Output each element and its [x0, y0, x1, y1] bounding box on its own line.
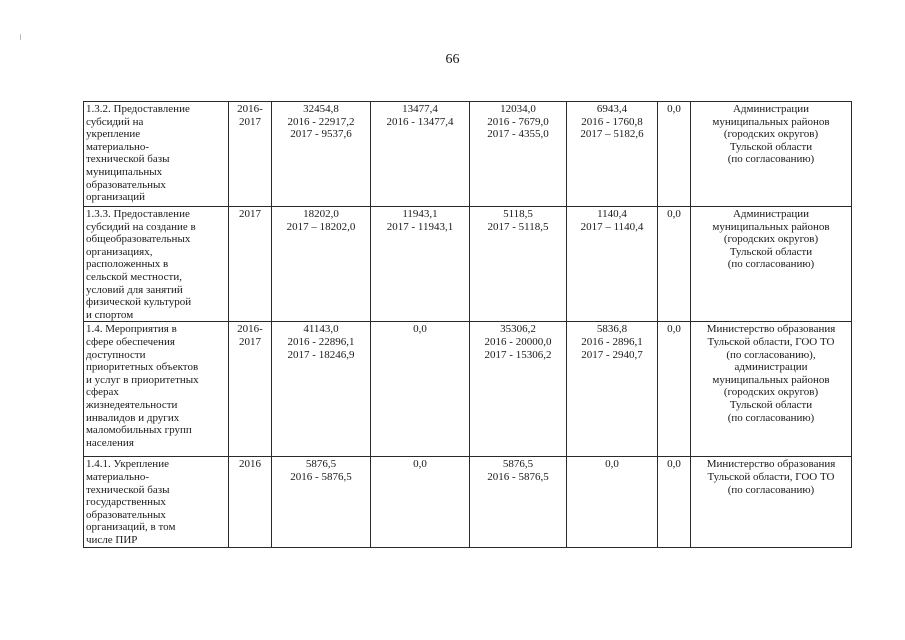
cell-line: 0,0 [667, 103, 681, 115]
cell-line: 5836,8 [596, 323, 628, 336]
activity-name-cell [84, 322, 229, 457]
cell-line: 2017 - 18246,9 [287, 348, 355, 361]
table-row [84, 457, 852, 547]
cell-line: 2016 - 7679,0 [487, 115, 549, 128]
cell-line: 2017 [239, 208, 261, 220]
cell-line: 2017 - 5118,5 [487, 220, 549, 233]
cell-line: 2016 [239, 458, 261, 471]
cell-line: муниципальных [86, 165, 163, 178]
local-budget-cell [567, 322, 658, 457]
cell-line: 0,0 [605, 458, 619, 471]
cell-line: доступности [86, 348, 146, 361]
cell-line: сфере обеспечения [86, 335, 175, 348]
cell-line: 0,0 [413, 323, 427, 336]
page-number: 66 [445, 52, 460, 67]
cell-line: муниципальных районов [712, 220, 830, 233]
cell-line: Администрации [732, 103, 810, 115]
cell-line: Тульской области [729, 245, 813, 258]
cell-line: 2016 - 22917,2 [287, 115, 355, 128]
cell-line: 35306,2 [500, 323, 536, 336]
cell-line: (городских округов) [723, 233, 819, 246]
cell-line: 2016- [237, 323, 263, 336]
table-row [84, 322, 852, 457]
other-sources-cell [658, 457, 691, 547]
cell-line: муниципальных районов [712, 373, 830, 386]
years-cell [229, 322, 272, 457]
cell-line: 1.3.2. Предоставление [86, 103, 190, 115]
cell-line: укрепление [86, 128, 141, 141]
cell-line: материально- [86, 470, 150, 483]
cell-line: Министерство образования [706, 323, 836, 336]
local-budget-cell [567, 102, 658, 207]
cell-line: расположенных в [86, 258, 169, 271]
regional-budget-cell [470, 457, 567, 547]
cell-line: инвалидов и других [86, 411, 180, 424]
cell-line: 11943,1 [402, 208, 438, 220]
cell-line: сельской местности, [86, 270, 183, 283]
cell-line: Тульской области, ГОО ТО [707, 470, 835, 483]
federal-budget-cell [371, 102, 470, 207]
cell-line: 13477,4 [402, 103, 438, 115]
cell-line: 1.4.1. Укрепление [86, 458, 169, 471]
activity-name-cell [84, 457, 229, 547]
cell-line: 2016 - 20000,0 [484, 335, 552, 348]
program-table [83, 101, 852, 548]
margin-mark [20, 34, 21, 40]
cell-line: жизнедеятельности [86, 398, 178, 411]
table-row [84, 207, 852, 322]
cell-line: технической базы [86, 483, 170, 496]
cell-line: 2016 - 5876,5 [487, 470, 549, 483]
cell-line: 0,0 [667, 323, 681, 336]
cell-line: общеобразовательных [86, 233, 191, 246]
total-cell [272, 322, 371, 457]
cell-line: 5876,5 [502, 458, 534, 471]
cell-line: 2016 - 22896,1 [287, 335, 355, 348]
cell-line: 2017 - 11943,1 [386, 220, 454, 233]
cell-line: образовательных [86, 508, 166, 521]
cell-line: и спортом [86, 308, 134, 321]
cell-line: организаций, в том [86, 521, 176, 534]
federal-budget-cell [371, 322, 470, 457]
cell-line: субсидий на создание в [86, 220, 196, 233]
cell-line: 12034,0 [500, 103, 536, 115]
cell-line: образовательных [86, 178, 166, 191]
cell-line: 2017 – 1140,4 [580, 220, 644, 233]
total-cell [272, 457, 371, 547]
cell-line: (по согласованию) [727, 411, 815, 424]
total-cell [272, 102, 371, 207]
cell-line: организациях, [86, 245, 153, 258]
cell-line: (по согласованию) [727, 153, 815, 166]
cell-line: приоритетных объектов [86, 361, 199, 374]
cell-line: Тульской области, ГОО ТО [707, 335, 835, 348]
federal-budget-cell [371, 207, 470, 322]
activity-name-cell [84, 207, 229, 322]
cell-line: 18202,0 [303, 208, 339, 220]
responsible-cell [691, 102, 852, 207]
cell-line: Министерство образования [706, 458, 836, 471]
cell-line: (по согласованию) [727, 483, 815, 496]
cell-line: 2017 - 4355,0 [487, 128, 549, 141]
cell-line: 2017 – 18202,0 [286, 220, 356, 233]
local-budget-cell [567, 457, 658, 547]
cell-line: 2016 - 1760,8 [581, 115, 643, 128]
cell-line: (городских округов) [723, 386, 819, 399]
cell-line: государственных [86, 496, 166, 509]
cell-line: Администрации [732, 208, 810, 220]
cell-line: (по согласованию) [727, 258, 815, 271]
cell-line: числе ПИР [86, 533, 138, 546]
other-sources-cell [658, 102, 691, 207]
other-sources-cell [658, 207, 691, 322]
cell-line: маломобильных групп [86, 424, 192, 437]
cell-line: 2017 [239, 115, 261, 128]
federal-budget-cell [371, 457, 470, 547]
cell-line: 1.3.3. Предоставление [86, 208, 190, 220]
cell-line: 2017 – 5182,6 [580, 128, 644, 141]
cell-line: 32454,8 [303, 103, 339, 115]
responsible-cell [691, 207, 852, 322]
cell-line: 0,0 [667, 458, 681, 471]
total-cell [272, 207, 371, 322]
cell-line: 2017 - 2940,7 [581, 348, 643, 361]
responsible-cell [691, 322, 852, 457]
cell-line: субсидий на [86, 115, 144, 128]
cell-line: населения [86, 436, 134, 449]
cell-line: условий для занятий [86, 283, 183, 296]
cell-line: 2017 - 15306,2 [484, 348, 552, 361]
cell-line: 2016 - 5876,5 [290, 470, 352, 483]
cell-line: Тульской области [729, 140, 813, 153]
cell-line: физической культурой [86, 296, 192, 309]
cell-line: материально- [86, 140, 150, 153]
cell-line: администрации [734, 361, 808, 374]
other-sources-cell [658, 322, 691, 457]
cell-line: (по согласованию), [726, 348, 816, 361]
local-budget-cell [567, 207, 658, 322]
cell-line: 1140,4 [597, 208, 627, 220]
cell-line: технической базы [86, 153, 170, 166]
cell-line: 6943,4 [596, 103, 628, 115]
years-cell [229, 102, 272, 207]
regional-budget-cell [470, 322, 567, 457]
cell-line: 2016- [237, 103, 263, 115]
activity-name-cell [84, 102, 229, 207]
cell-line: Тульской области [729, 398, 813, 411]
cell-line: 5118,5 [503, 208, 533, 220]
responsible-cell [691, 457, 852, 547]
cell-line: 0,0 [413, 458, 427, 471]
cell-line: 1.4. Мероприятия в [86, 323, 177, 336]
cell-line: 5876,5 [305, 458, 337, 471]
years-cell [229, 457, 272, 547]
cell-line: организаций [86, 191, 146, 204]
cell-line: (городских округов) [723, 128, 819, 141]
cell-line: 41143,0 [303, 323, 339, 336]
regional-budget-cell [470, 207, 567, 322]
cell-line: 0,0 [667, 208, 681, 220]
cell-line: и услуг в приоритетных [86, 373, 199, 386]
years-cell [229, 207, 272, 322]
cell-line: муниципальных районов [712, 115, 830, 128]
regional-budget-cell [470, 102, 567, 207]
cell-line: 2017 - 9537,6 [290, 128, 352, 141]
cell-line: 2016 - 2896,1 [581, 335, 643, 348]
cell-line: сферах [86, 386, 119, 399]
cell-line: 2017 [239, 335, 261, 348]
cell-line: 2016 - 13477,4 [386, 115, 454, 128]
table-row [84, 102, 852, 207]
